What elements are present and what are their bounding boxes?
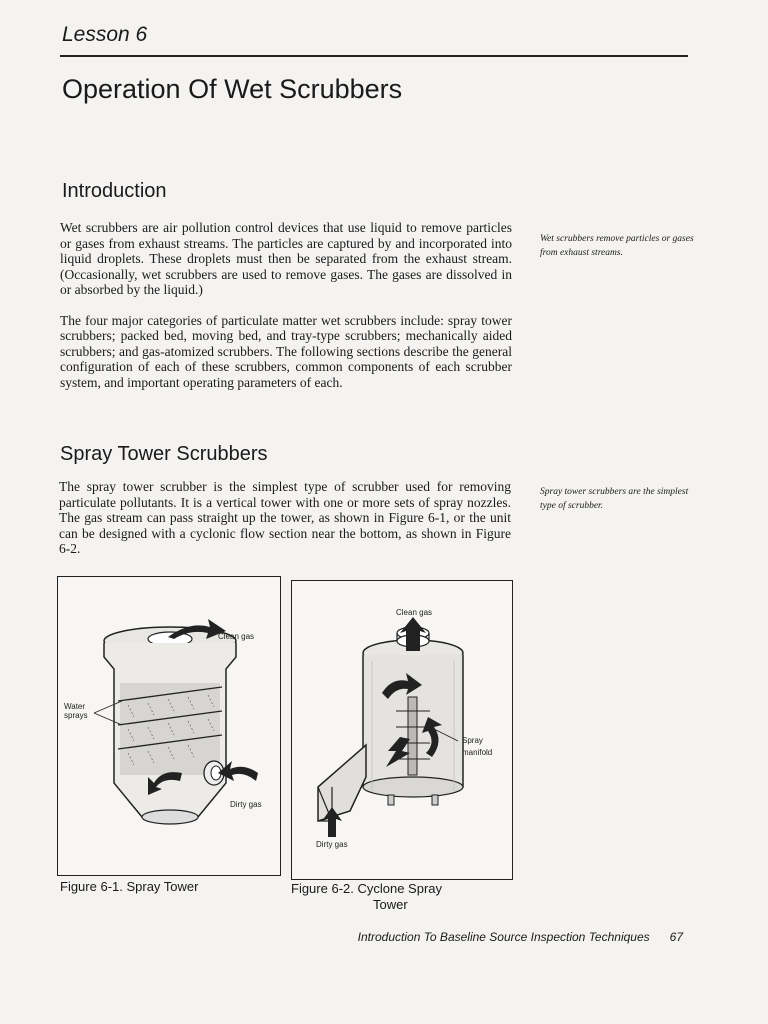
figure-6-1-caption: Figure 6-1. Spray Tower xyxy=(60,879,199,894)
introduction-margin-note: Wet scrubbers remove particles or gases from exhaust streams. xyxy=(540,234,694,258)
cyclone-spray-tower-illustration xyxy=(292,581,512,879)
footer-source: Introduction To Baseline Source Inspection Techniques xyxy=(357,930,650,944)
spray-tower-margin-note: Spray tower scrubbers are the simplest type of scrubber. xyxy=(540,487,689,511)
spray-manifold-label-line1: Spray xyxy=(462,736,483,745)
spray-tower-paragraph: The spray tower scrubber is the simplest type of scrubber used for removing particulate pollutants. It is a vertical tower with one or more sets of spray nozzles. The gas stream can pass straight up the tower, as shown in Figure 6-1, or the unit can be designed with a cyclonic flow section near the bottom, as shown in Figure 6-2. xyxy=(59,479,511,556)
spray-manifold-label-line2: manifold xyxy=(462,748,493,757)
water-sprays-label-line1: Water xyxy=(64,702,86,711)
page-title: Operation Of Wet Scrubbers xyxy=(62,74,403,104)
water-sprays-label-line2: sprays xyxy=(64,711,88,720)
clean-gas-label: Clean gas xyxy=(218,632,255,641)
spray-tower-illustration xyxy=(58,577,280,875)
figure-6-2 xyxy=(291,580,513,880)
page-footer xyxy=(0,930,683,944)
spray-tower-body xyxy=(59,479,511,557)
introduction-body xyxy=(60,220,512,390)
page-number: 67 xyxy=(669,930,683,944)
figure-6-2-caption-line1: Figure 6-2. Cyclone Spray xyxy=(291,881,443,896)
inlet-duct xyxy=(318,745,366,821)
introduction-paragraph-2: The four major categories of particulate matter wet scrubbers include: spray tower scrubbers; packed bed, moving bed, and tray-type scrubbers; mechanically aided scrubbers; and gas-atomized scrubbers. The following sections describe the general configuration of each of these scrubbers, common components of each scrubber system, and important operating parameters of each. xyxy=(60,312,512,390)
spray-region xyxy=(120,683,220,775)
dirty-gas-label: Dirty gas xyxy=(316,840,348,849)
figure-6-2-caption-line2: Tower xyxy=(373,897,408,912)
lesson-label: Lesson 6 xyxy=(62,23,148,46)
introduction-heading: Introduction xyxy=(62,180,167,202)
spray-manifold-pipe xyxy=(408,697,417,775)
introduction-paragraph-1: Wet scrubbers are air pollution control devices that use liquid to remove particles or gases from exhaust streams. The particles are captured by and incorporated into liquid droplets. These droplets must then be separated from the exhaust stream. (Occasionally, wet scrubbers are used to remove gases. The gases are dissolved in or absorbed by the liquid.) xyxy=(60,220,512,297)
spray-tower-heading: Spray Tower Scrubbers xyxy=(60,443,268,465)
figure-6-1 xyxy=(57,576,281,876)
tower-bottom xyxy=(142,810,198,824)
clean-gas-label: Clean gas xyxy=(396,608,433,617)
header-rule xyxy=(60,55,688,57)
dirty-gas-label: Dirty gas xyxy=(230,800,262,809)
